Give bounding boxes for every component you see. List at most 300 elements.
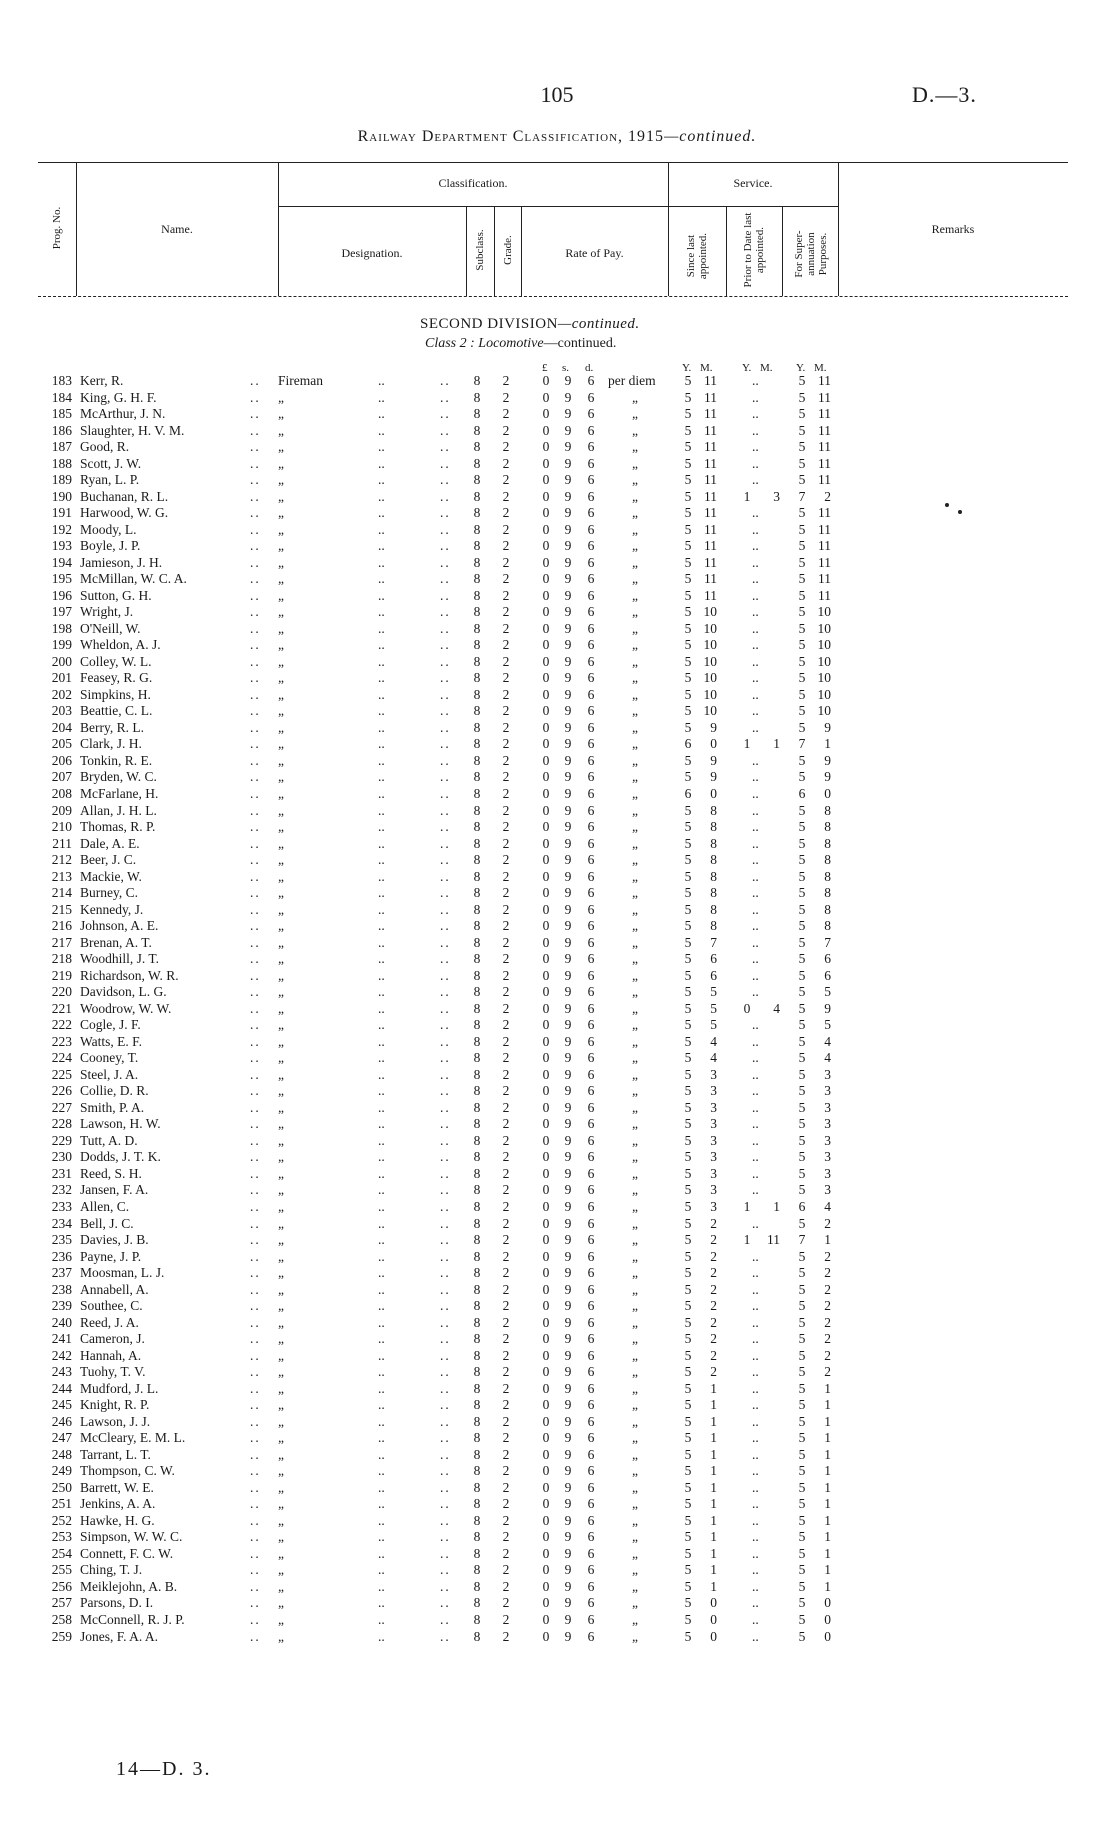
subclass-value: 8	[473, 835, 481, 851]
since-months: 6	[710, 951, 717, 967]
leader-dots: ..	[440, 1529, 451, 1545]
pay-pounds: 0	[542, 1265, 550, 1281]
super-years: 5	[798, 1314, 806, 1330]
pay-shillings: 9	[564, 1595, 572, 1611]
subclass-value: 8	[473, 488, 481, 504]
prog-no: 205	[51, 736, 72, 752]
empty-prior-dots: ..	[752, 1397, 759, 1413]
empty-prior-dots: ..	[752, 1215, 759, 1231]
subclass-value: 8	[473, 885, 481, 901]
pay-shillings: 9	[564, 703, 572, 719]
super-years: 5	[798, 951, 806, 967]
super-years: 5	[798, 1000, 806, 1016]
since-months: 10	[703, 653, 717, 669]
pay-shillings: 9	[564, 587, 572, 603]
super-months: 0	[824, 1628, 831, 1644]
since-years: 5	[684, 951, 692, 967]
since-months: 5	[710, 984, 717, 1000]
empty-prior-dots: ..	[752, 1347, 759, 1363]
pay-pence: 6	[587, 1116, 595, 1132]
pay-pence: 6	[587, 604, 595, 620]
pay-pence: 6	[587, 918, 595, 934]
leader-dots: ..	[440, 984, 451, 1000]
prog-no: 233	[51, 1199, 72, 1214]
leader-dots: ..	[440, 1628, 451, 1644]
pay-pounds: 0	[542, 786, 550, 801]
grade-value: 2	[502, 455, 510, 471]
pay-pence: 6	[587, 1314, 595, 1330]
grade-value: 2	[502, 802, 510, 818]
empty-prior-dots: ..	[752, 934, 759, 950]
leader-dots: ..	[378, 868, 385, 884]
leader-dots: ..	[250, 1529, 261, 1545]
super-years: 5	[798, 1430, 806, 1446]
pay-shillings: 9	[564, 1364, 572, 1380]
pay-period: „	[632, 967, 638, 983]
pay-pounds: 0	[542, 1578, 550, 1594]
pay-period: „	[632, 769, 638, 785]
leader-dots: ..	[250, 1265, 261, 1281]
pay-period: „	[632, 752, 638, 768]
empty-prior-dots: ..	[752, 1050, 759, 1066]
subclass-value: 8	[473, 373, 481, 388]
pay-pounds: 0	[542, 752, 550, 768]
super-months: 2	[824, 1298, 831, 1314]
pay-period: „	[632, 439, 638, 455]
since-years: 5	[684, 472, 692, 488]
super-months: 11	[818, 571, 831, 587]
prog-no: 253	[51, 1529, 72, 1545]
rule-header-bottom	[38, 296, 1068, 297]
leader-dots: ..	[250, 505, 261, 521]
leader-dots: ..	[250, 538, 261, 554]
leader-dots: ..	[250, 752, 261, 768]
leader-dots: ..	[378, 1578, 385, 1594]
subclass-value: 8	[473, 1248, 481, 1264]
leader-dots: ..	[250, 1628, 261, 1644]
since-months: 0	[710, 1595, 717, 1611]
leader-dots: ..	[378, 1463, 385, 1479]
pay-pounds: 0	[542, 1512, 550, 1528]
leader-dots: ..	[378, 1248, 385, 1264]
leader-dots: ..	[440, 1545, 451, 1561]
super-years: 5	[798, 1165, 806, 1181]
prog-no: 191	[51, 505, 72, 521]
leader-dots: ..	[250, 637, 261, 653]
super-years: 5	[798, 1628, 806, 1644]
super-months: 11	[818, 505, 831, 521]
leader-dots: ..	[250, 1562, 261, 1578]
table-row	[0, 373, 1114, 388]
empty-prior-dots: ..	[752, 719, 759, 735]
table-row	[0, 1496, 1114, 1511]
pay-pounds: 0	[542, 1149, 550, 1165]
super-months: 8	[824, 819, 831, 835]
designation-value: „	[278, 1099, 284, 1115]
header-since-last: Since last appointed.	[685, 232, 709, 280]
pay-shillings: 9	[564, 1430, 572, 1446]
table-row	[0, 1001, 1114, 1016]
table-row	[0, 753, 1114, 768]
since-years: 5	[684, 901, 692, 917]
super-years: 5	[798, 571, 806, 587]
pay-pounds: 0	[542, 1529, 550, 1545]
designation-value: „	[278, 1149, 284, 1165]
designation-value: „	[278, 786, 284, 801]
super-months: 2	[824, 488, 831, 504]
leader-dots: ..	[378, 1033, 385, 1049]
employee-name: Wright, J.	[80, 604, 134, 620]
since-years: 5	[684, 918, 692, 934]
empty-prior-dots: ..	[752, 1066, 759, 1082]
grade-value: 2	[502, 1364, 510, 1380]
since-years: 5	[684, 1017, 692, 1033]
leader-dots: ..	[440, 1463, 451, 1479]
designation-value: „	[278, 389, 284, 405]
grade-value: 2	[502, 1033, 510, 1049]
pay-pounds: 0	[542, 1479, 550, 1495]
super-months: 8	[824, 885, 831, 901]
employee-name: McConnell, R. J. P.	[80, 1612, 185, 1627]
pay-pounds: 0	[542, 571, 550, 587]
leader-dots: ..	[250, 786, 261, 801]
pay-shillings: 9	[564, 934, 572, 950]
table-row	[0, 1414, 1114, 1429]
leader-dots: ..	[440, 1496, 451, 1512]
leader-dots: ..	[378, 1413, 385, 1429]
leader-dots: ..	[440, 752, 451, 768]
leader-dots: ..	[440, 1413, 451, 1429]
leader-dots: ..	[378, 736, 385, 752]
since-months: 1	[710, 1562, 717, 1578]
table-row	[0, 472, 1114, 487]
since-years: 5	[684, 1116, 692, 1132]
since-years: 6	[684, 736, 692, 752]
designation-value: „	[278, 1199, 284, 1214]
pay-period: „	[632, 1099, 638, 1115]
pay-pence: 6	[587, 389, 595, 405]
pay-pence: 6	[587, 1512, 595, 1528]
since-months: 2	[710, 1298, 717, 1314]
leader-dots: ..	[378, 521, 385, 537]
leader-dots: ..	[378, 1066, 385, 1082]
pay-pounds: 0	[542, 852, 550, 868]
pay-shillings: 9	[564, 571, 572, 587]
designation-value: „	[278, 587, 284, 603]
since-months: 6	[710, 967, 717, 983]
since-months: 11	[704, 571, 717, 587]
leader-dots: ..	[378, 984, 385, 1000]
pay-pence: 6	[587, 1595, 595, 1611]
super-months: 4	[824, 1033, 831, 1049]
super-months: 2	[824, 1347, 831, 1363]
pay-shillings: 9	[564, 967, 572, 983]
pay-period: „	[632, 1612, 638, 1627]
pay-period: „	[632, 1347, 638, 1363]
pay-shillings: 9	[564, 505, 572, 521]
empty-prior-dots: ..	[752, 1314, 759, 1330]
employee-name: Thompson, C. W.	[80, 1463, 175, 1479]
since-months: 2	[710, 1364, 717, 1380]
since-years: 5	[684, 1265, 692, 1281]
leader-dots: ..	[440, 1298, 451, 1314]
empty-prior-dots: ..	[752, 637, 759, 653]
leader-dots: ..	[250, 1545, 261, 1561]
pay-pence: 6	[587, 1132, 595, 1148]
employee-name: Berry, R. L.	[80, 719, 144, 735]
pay-pence: 6	[587, 505, 595, 521]
super-years: 7	[798, 488, 806, 504]
pay-shillings: 9	[564, 653, 572, 669]
since-months: 0	[710, 1628, 717, 1644]
rule-v8	[782, 206, 783, 296]
pay-shillings: 9	[564, 1298, 572, 1314]
prog-no: 210	[51, 819, 72, 835]
leader-dots: ..	[378, 1099, 385, 1115]
leader-dots: ..	[250, 1000, 261, 1016]
leader-dots: ..	[440, 819, 451, 835]
since-years: 5	[684, 1446, 692, 1462]
since-months: 0	[710, 1612, 717, 1627]
empty-prior-dots: ..	[752, 439, 759, 455]
super-years: 5	[798, 406, 806, 422]
pay-pence: 6	[587, 620, 595, 636]
pay-pence: 6	[587, 1248, 595, 1264]
designation-value: „	[278, 1628, 284, 1644]
pay-pence: 6	[587, 1232, 595, 1248]
class-label: Class 2 : Locomotive	[425, 336, 544, 351]
subclass-value: 8	[473, 719, 481, 735]
pay-pence: 6	[587, 653, 595, 669]
subclass-value: 8	[473, 1066, 481, 1082]
since-years: 5	[684, 1199, 692, 1214]
prog-no: 234	[51, 1215, 72, 1231]
super-months: 5	[824, 1017, 831, 1033]
designation-value: „	[278, 1066, 284, 1082]
employee-name: Hannah, A.	[80, 1347, 142, 1363]
prog-no: 232	[51, 1182, 72, 1198]
pay-shillings: 9	[564, 1397, 572, 1413]
leader-dots: ..	[440, 538, 451, 554]
employee-name: Woodrow, W. W.	[80, 1000, 172, 1016]
since-years: 5	[684, 1628, 692, 1644]
since-months: 3	[710, 1199, 717, 1214]
pay-pence: 6	[587, 1265, 595, 1281]
table-row	[0, 1116, 1114, 1131]
leader-dots: ..	[440, 1132, 451, 1148]
designation-value: „	[278, 1182, 284, 1198]
pay-pounds: 0	[542, 1215, 550, 1231]
grade-value: 2	[502, 934, 510, 950]
pay-shillings: 9	[564, 604, 572, 620]
prog-no: 250	[51, 1479, 72, 1495]
leader-dots: ..	[250, 769, 261, 785]
designation-value: „	[278, 1248, 284, 1264]
super-years: 5	[798, 554, 806, 570]
since-months: 11	[704, 406, 717, 422]
super-years: 5	[798, 967, 806, 983]
subclass-value: 8	[473, 901, 481, 917]
employee-name: Feasey, R. G.	[80, 670, 153, 686]
pay-period: „	[632, 1149, 638, 1165]
employee-name: Boyle, J. P.	[80, 538, 141, 554]
prog-no: 240	[51, 1314, 72, 1330]
leader-dots: ..	[378, 587, 385, 603]
super-years: 5	[798, 1066, 806, 1082]
grade-value: 2	[502, 703, 510, 719]
table-row	[0, 885, 1114, 900]
leader-dots: ..	[250, 819, 261, 835]
grade-value: 2	[502, 505, 510, 521]
subclass-value: 8	[473, 1083, 481, 1099]
empty-prior-dots: ..	[752, 1545, 759, 1561]
pay-shillings: 9	[564, 719, 572, 735]
empty-prior-dots: ..	[752, 571, 759, 587]
leader-dots: ..	[378, 1479, 385, 1495]
since-years: 5	[684, 1298, 692, 1314]
super-years: 5	[798, 1545, 806, 1561]
prog-no: 215	[51, 901, 72, 917]
leader-dots: ..	[440, 934, 451, 950]
pay-period: „	[632, 934, 638, 950]
pay-pounds: 0	[542, 1430, 550, 1446]
employee-name: Kerr, R.	[80, 373, 124, 388]
leader-dots: ..	[378, 1083, 385, 1099]
table-row	[0, 1315, 1114, 1330]
subclass-value: 8	[473, 1364, 481, 1380]
pay-pence: 6	[587, 1099, 595, 1115]
table-row	[0, 918, 1114, 933]
pay-period: „	[632, 1033, 638, 1049]
subclass-value: 8	[473, 1512, 481, 1528]
since-months: 1	[710, 1545, 717, 1561]
since-months: 10	[703, 604, 717, 620]
pay-pence: 6	[587, 472, 595, 488]
prog-no: 202	[51, 686, 72, 702]
leader-dots: ..	[378, 1430, 385, 1446]
leader-dots: ..	[440, 1099, 451, 1115]
leader-dots: ..	[378, 901, 385, 917]
leader-dots: ..	[378, 1199, 385, 1214]
since-months: 11	[704, 554, 717, 570]
subclass-value: 8	[473, 1479, 481, 1495]
leader-dots: ..	[250, 1578, 261, 1594]
designation-value: „	[278, 1331, 284, 1347]
designation-value: „	[278, 1413, 284, 1429]
pay-pence: 6	[587, 1066, 595, 1082]
empty-prior-dots: ..	[752, 752, 759, 768]
since-months: 9	[710, 769, 717, 785]
empty-prior-dots: ..	[752, 1017, 759, 1033]
pay-shillings: 9	[564, 951, 572, 967]
subclass-value: 8	[473, 703, 481, 719]
subclass-value: 8	[473, 1331, 481, 1347]
empty-prior-dots: ..	[752, 1149, 759, 1165]
leader-dots: ..	[250, 1595, 261, 1611]
subclass-value: 8	[473, 472, 481, 488]
grade-value: 2	[502, 885, 510, 901]
designation-value: „	[278, 1512, 284, 1528]
pay-period: „	[632, 637, 638, 653]
table-row	[0, 1381, 1114, 1396]
pay-pence: 6	[587, 868, 595, 884]
grade-value: 2	[502, 554, 510, 570]
pay-pounds: 0	[542, 1199, 550, 1214]
since-months: 3	[710, 1149, 717, 1165]
since-months: 3	[710, 1165, 717, 1181]
since-months: 3	[710, 1132, 717, 1148]
employee-name: Annabell, A.	[80, 1281, 149, 1297]
table-row	[0, 902, 1114, 917]
leader-dots: ..	[378, 885, 385, 901]
empty-prior-dots: ..	[752, 1033, 759, 1049]
table-row	[0, 1232, 1114, 1247]
table-row	[0, 1447, 1114, 1462]
employee-name: McMillan, W. C. A.	[80, 571, 187, 587]
super-years: 5	[798, 1380, 806, 1396]
subclass-value: 8	[473, 1215, 481, 1231]
table-row	[0, 423, 1114, 438]
since-years: 5	[684, 1248, 692, 1264]
leader-dots: ..	[378, 1446, 385, 1462]
pay-pounds: 0	[542, 1380, 550, 1396]
leader-dots: ..	[378, 967, 385, 983]
since-months: 3	[710, 1116, 717, 1132]
leader-dots: ..	[440, 967, 451, 983]
employee-name: Knight, R. P.	[80, 1397, 150, 1413]
grade-value: 2	[502, 1066, 510, 1082]
pay-period: „	[632, 736, 638, 752]
employee-name: Barrett, W. E.	[80, 1479, 154, 1495]
pay-period: „	[632, 1298, 638, 1314]
grade-value: 2	[502, 1578, 510, 1594]
pay-shillings: 9	[564, 670, 572, 686]
empty-prior-dots: ..	[752, 901, 759, 917]
table-row	[0, 1282, 1114, 1297]
section-heading	[420, 316, 640, 333]
since-months: 2	[710, 1215, 717, 1231]
class-suffix: —continued.	[543, 336, 617, 351]
table-row	[0, 1166, 1114, 1181]
super-years: 5	[798, 934, 806, 950]
leader-dots: ..	[250, 1364, 261, 1380]
grade-value: 2	[502, 1248, 510, 1264]
employee-name: Kennedy, J.	[80, 901, 144, 917]
pay-shillings: 9	[564, 1000, 572, 1016]
since-years: 5	[684, 835, 692, 851]
unit-months-prior: M.	[760, 362, 773, 374]
super-months: 0	[824, 1612, 831, 1627]
super-years: 5	[798, 1083, 806, 1099]
subclass-value: 8	[473, 934, 481, 950]
since-years: 5	[684, 1562, 692, 1578]
pay-pounds: 0	[542, 1628, 550, 1644]
pay-pounds: 0	[542, 439, 550, 455]
table-row	[0, 1629, 1114, 1644]
designation-value: „	[278, 620, 284, 636]
leader-dots: ..	[378, 819, 385, 835]
pay-shillings: 9	[564, 835, 572, 851]
grade-value: 2	[502, 769, 510, 785]
pay-period: „	[632, 1182, 638, 1198]
prog-no: 195	[51, 571, 72, 587]
grade-value: 2	[502, 1298, 510, 1314]
grade-value: 2	[502, 901, 510, 917]
since-years: 5	[684, 868, 692, 884]
grade-value: 2	[502, 389, 510, 405]
employee-name: O'Neill, W.	[80, 620, 141, 636]
leader-dots: ..	[440, 1380, 451, 1396]
